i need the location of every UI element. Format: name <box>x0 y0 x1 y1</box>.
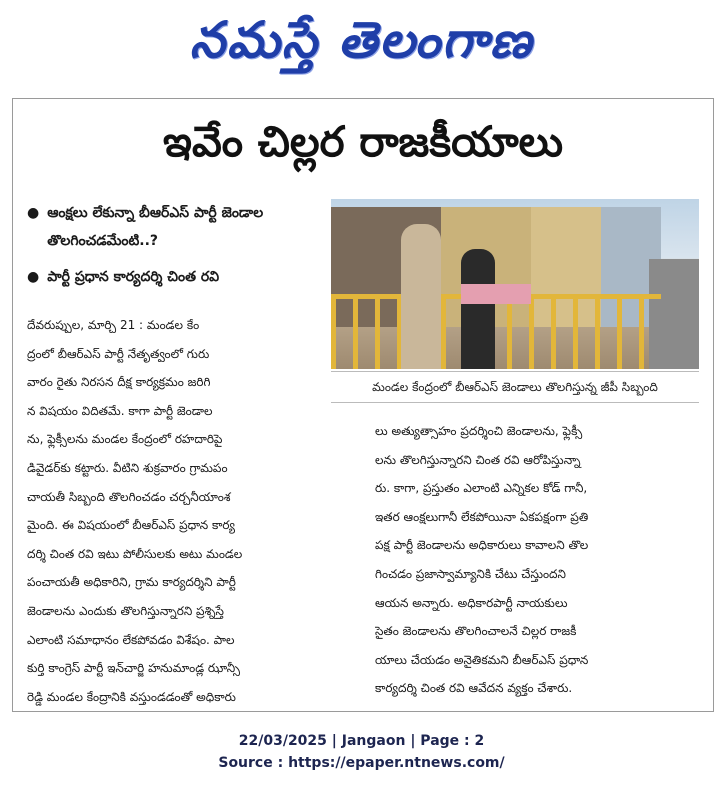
bullet-icon: ● <box>27 205 40 221</box>
article-column-2 <box>375 417 701 703</box>
article-text-line: జెండాలను ఎందుకు తొలగిస్తున్నారని ప్రశ్నిస్తే <box>27 603 224 618</box>
dateline: 22/03/2025 | Jangaon | Page : 2 <box>238 733 485 749</box>
source-link[interactable]: Source : https://epaper.ntnews.com/ <box>218 755 505 771</box>
subheadline-text: ఆంక్షలు లేకున్నా బీఆర్ఎస్ పార్టీ జెండాల తొలగించడమేంటి..? <box>47 205 264 249</box>
subheadline-item <box>27 199 335 255</box>
article-text-line: యాలు చేయడం అనైతికమని బీఆర్ఎస్ ప్రధాన <box>375 652 589 667</box>
article-text-line: రెడ్డి మండల కేంద్రానికి వస్తుండడంతో అధికారు <box>27 689 236 704</box>
article-text-line: డివైడర్‌కు కట్టారు. వీటిని శుక్రవారం గ్రామపం <box>27 460 228 475</box>
article-text-line: దర్శి చింత రవి ఇటు పోలీసులకు అటు మండల <box>27 546 243 561</box>
article-text-line: న విషయం విదితమే. కాగా పార్టీ జెండాల <box>27 403 213 418</box>
photo-caption: మండల కేంద్రంలో బీఆర్ఎస్ జెండాలు తొలగిస్తున్న జీపీ సిబ్బంది <box>331 371 699 403</box>
article-text-line: మైంది. ఈ విషయంలో బీఆర్ఎస్ ప్రధాన కార్య <box>27 518 235 533</box>
article-text-line: రు. కాగా, ప్రస్తుతం ఎలాంటి ఎన్నికల కోడ్ గానీ, <box>375 481 588 496</box>
article-text-line: వారం రైతు నిరసన దీక్ష కార్యక్రమం జరిగి <box>27 375 211 390</box>
article-text-line: ఆయన అన్నారు. అధికారపార్టీ నాయకులు <box>375 595 568 610</box>
clipping-footer <box>0 730 723 774</box>
article-text-line: గించడం ప్రజాస్వామ్యానికి చేటు చేస్తుందని <box>375 566 566 581</box>
article-text-line: ఎలాంటి సమాధానం లేకపోవడం విశేషం. పాల <box>27 632 235 647</box>
article-text-line: కుర్తి కాంగ్రెస్ పార్టీ ఇన్‌చార్జి హనుమాండ్ల ఝాన్సీ <box>27 661 241 676</box>
bullet-icon: ● <box>27 269 40 285</box>
article-text-line: ను, ఫ్లెక్సీలను మండల కేంద్రంలో రహదారిపై <box>27 432 223 447</box>
article-text-line: కార్యదర్శి చింత రవి ఆవేదన వ్యక్తం చేశారు. <box>375 681 573 696</box>
article-text-line: ద్రంలో బీఆర్ఎస్ పార్టీ నేతృత్వంలో గురు <box>27 346 210 361</box>
article-text-line: పక్ష పార్టీ జెండాలను అధికారులు కావాలని తొల <box>375 538 589 553</box>
article-column-1 <box>27 311 353 711</box>
article-text-line: పంచాయతీ అధికారిని, గ్రామ కార్యదర్శిని పార్టీ <box>27 575 236 590</box>
subheadline-item <box>27 263 335 291</box>
article-text-line: దేవరుప్పుల, మార్చి 21 : మండల కేం <box>27 318 200 332</box>
article-text-line: లను తొలగిస్తున్నారని చింత రవి ఆరోపిస్తున్నా <box>375 452 581 467</box>
subheadline-list <box>27 199 335 291</box>
article-clipping <box>12 98 714 712</box>
article-text-line: లు అత్యుత్సాహం ప్రదర్శించి జెండాలను, ఫ్లెక్సీ <box>375 424 583 438</box>
newspaper-logo: నమస్తే తెలంగాణ <box>189 10 534 69</box>
subheadline-text: పార్టీ ప్రధాన కార్యదర్శి చింత రవి <box>47 269 220 285</box>
article-text-line: చాయతీ సిబ్బంది తొలగించడం చర్చనీయాంశ <box>27 489 231 504</box>
article-text-line: ఇతర ఆంక్షలుగానీ లేకపోయినా ఏకపక్షంగా ప్రతి <box>375 509 589 524</box>
article-headline: ఇవేం చిల్లర రాజకీయాలు <box>163 117 563 166</box>
article-text-line: సైతం జెండాలను తొలగించాలనే చిల్లర రాజకీ <box>375 624 577 639</box>
article-photo <box>331 199 699 369</box>
masthead <box>0 0 723 92</box>
